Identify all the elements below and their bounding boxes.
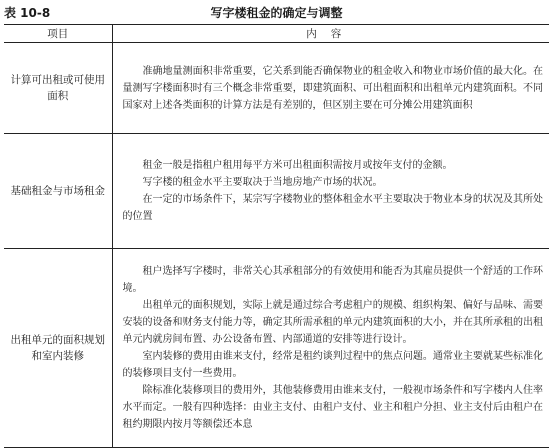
- rent-table: [4, 24, 549, 448]
- row-item-label: 基础租金与市场租金: [4, 134, 112, 249]
- table-number: 表 10-8: [4, 6, 51, 20]
- table-row: [4, 249, 549, 448]
- content-paragraph: 出租单元的面积规划，实际上就是通过综合考虑租户的规模、组织构架、偏好与品味、需要安装的设备和财务支付能力等，确定其所需承租的单元内建筑面积的大小，并在其所承租的出租单元内就房间布置、办公设备布置、内部通道的安排等进行设计。: [122, 300, 543, 345]
- row-item-label: 出租单元的面积规划和室内装修: [4, 249, 112, 448]
- content-paragraph: 在一定的市场条件下，某宗写字楼物业的整体租金水平主要取决于物业本身的状况及其所处的位置: [122, 194, 543, 222]
- table-row: [4, 43, 549, 134]
- table-header: [4, 4, 549, 22]
- row-item-label: 计算可出租或可使用面积: [4, 43, 112, 134]
- column-header-item: 项目: [4, 25, 112, 43]
- content-paragraph: 租金一般是指租户租用每平方米可出租面积需按月或按年支付的金额。: [142, 160, 453, 171]
- row-content: [112, 249, 549, 448]
- table-title: 写字楼租金的确定与调整: [210, 6, 343, 20]
- content-paragraph: 准确地量测面积非常重要，它关系到能否确保物业的租金收入和物业市场价值的最大化。在量测写字楼面积时有三个概念非常重要，即建筑面积、可出租面积和出租单元内建筑面积。不同国家对上述各类面积的计算方法是有差别的，但区别主要在可分摊公用建筑面积: [122, 65, 543, 111]
- column-header-content: 内容: [112, 25, 549, 43]
- row-content: [112, 43, 549, 134]
- table-header-row: [4, 25, 549, 43]
- content-paragraph: 除标准化装修项目的费用外，其他装修费用由谁来支付，一般视市场条件和写字楼内人住率水平而定。一般有四种选择：由业主支付、由租户支付、业主和租户分担、业主支付后由租户在租约期限内按月等额偿还本息: [122, 385, 543, 430]
- content-paragraph: 室内装修的费用由谁来支付，经常是租约谈判过程中的焦点问题。通常业主要就某些标准化的装修项目支付一些费用。: [122, 351, 543, 379]
- row-content: [112, 134, 549, 249]
- content-paragraph: 租户选择写字楼时，非常关心其承租部分的有效使用和能否为其雇员提供一个舒适的工作环境。: [122, 266, 543, 294]
- table-row: [4, 134, 549, 249]
- content-paragraph: 写字楼的租金水平主要取决于当地房地产市场的状况。: [142, 177, 383, 188]
